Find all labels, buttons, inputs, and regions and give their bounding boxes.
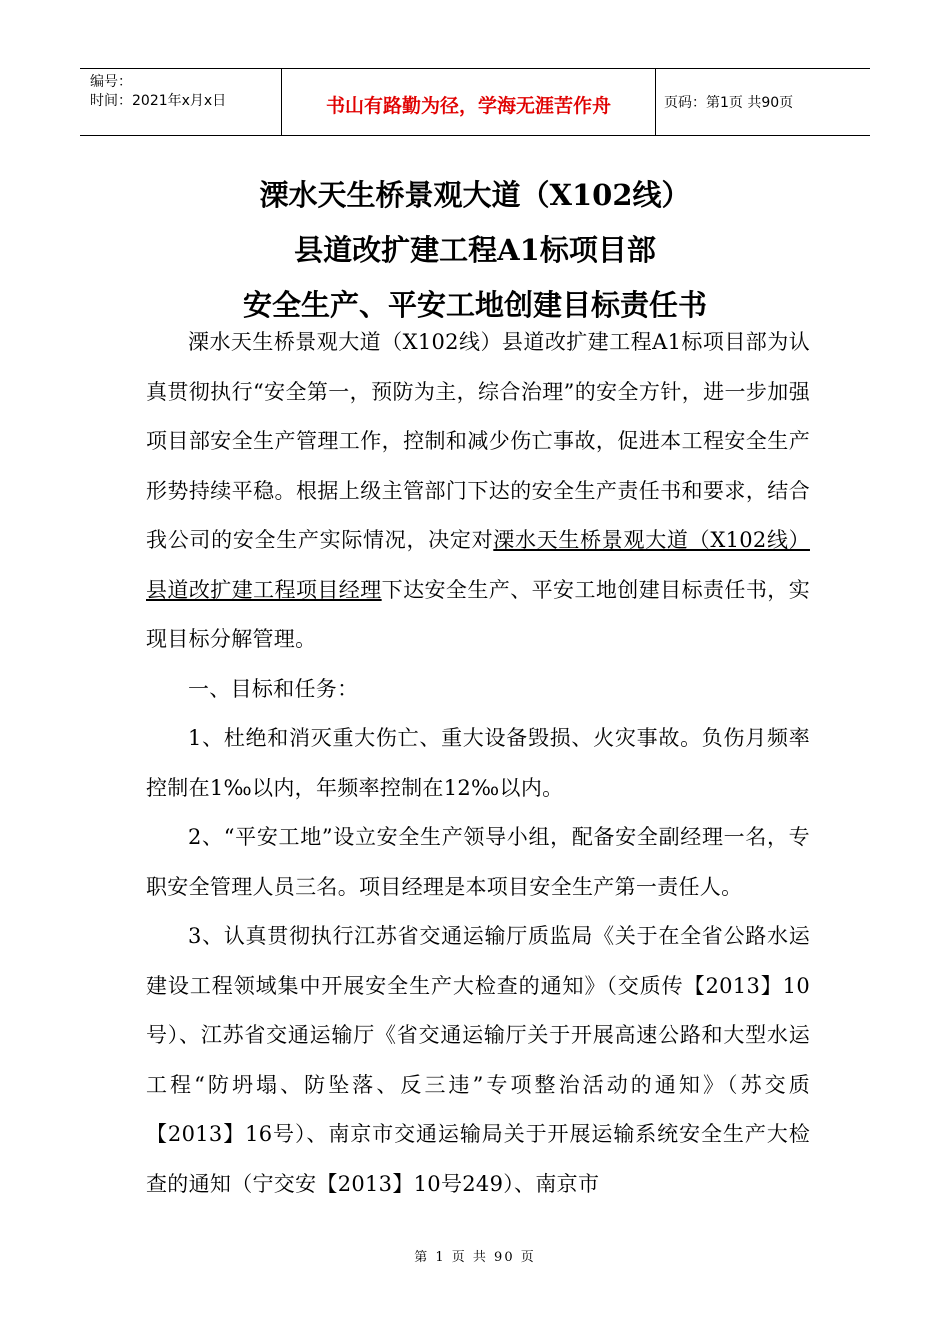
document-title [0,168,950,333]
section-heading: 一、目标和任务： [188,676,359,701]
page-footer [0,1246,950,1265]
intro-underlined-text: 溧水天生桥景观大道（X102线）县道改扩建工程项目经理 [146,528,810,602]
document-body [146,318,810,1209]
header-motto-cell [282,69,656,135]
intro-text-end: 下达安全生产、平安工地创建目标责任书，实现目标分解管理。 [146,577,810,651]
title-line-2: 县道改扩建工程A1标项目部 [294,233,656,267]
intro-text: 溧水天生桥景观大道（X102线）县道改扩建工程A1标项目部为认真贯彻执行“安全第一，预防为主，综合治理”的安全方针，进一步加强项目部安全生产管理工作，控制和减少伤亡事故，促进本工程安全生产形势持续平稳。根据上级主管部门下达的安全生产责任书和要求，结合我公司的安全生产实际情况，决定对 [146,330,810,552]
list-item-3: 3、认真贯彻执行江苏省交通运输厅质监局《关于在全省公路水运建设工程领域集中开展安全生产大检查的通知》（交质传【2013】10号）、江苏省交通运输厅《省交通运输厅关于开展高速公路和大型水运工程“防坍塌、防坠落、反三违”专项整治活动的通知》（苏交质【2013】16号）、南京市交通运输局关于开展运输系统安全生产大检查的通知（宁交安【2013】10号249）、南京市 [146,924,810,1196]
footer-page-number: 第 1 页 共 90 页 [414,1250,536,1265]
header-motto: 书山有路勤为径，学海无涯苦作舟 [325,94,611,117]
intro-paragraph [146,318,810,665]
list-item-2: 2、“平安工地”设立安全生产领导小组，配备安全副经理一名，专职安全管理人员三名。项目经理是本项目安全生产第一责任人。 [146,825,810,899]
header-meta-cell [80,69,282,135]
list-item-1: 1、杜绝和消灭重大伤亡、重大设备毁损、火灾事故。负伤月频率控制在1‰以内，年频率控制在12‰以内。 [146,726,810,800]
document-header [80,68,870,136]
document-number-label: 编号： [90,74,132,90]
header-page-cell [656,69,870,135]
title-line-3: 安全生产、平安工地创建目标责任书 [242,288,707,322]
header-page-info: 页码：第1页 共90页 [664,95,794,111]
document-date: 时间：2021年x月x日 [90,93,227,109]
title-line-1: 溧水天生桥景观大道（X102线） [259,178,691,212]
